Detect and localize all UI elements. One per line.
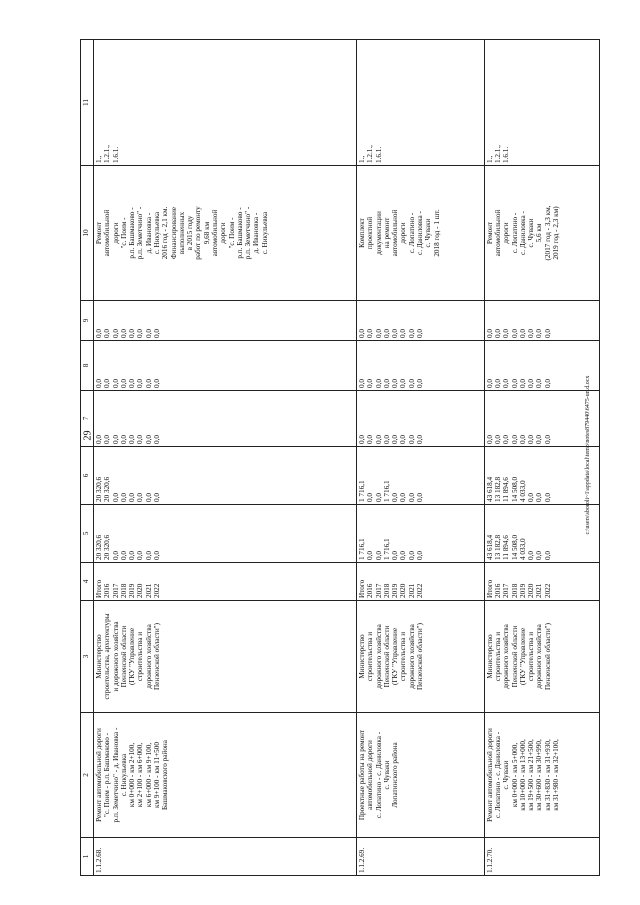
federal-budget-line: 0,0 — [391, 435, 400, 444]
regional-budget-line: 0,0 — [399, 493, 408, 502]
year-line: 2018 — [119, 583, 128, 598]
total-funding-cell — [357, 505, 485, 563]
total-funding-line: 14 508,0 — [510, 534, 519, 560]
executor-cell — [94, 601, 357, 713]
total-funding-cell — [484, 505, 599, 563]
measure-name-line: Проектные работы на ремонт — [358, 729, 367, 821]
expected-result-line: с. Лопатино - — [510, 212, 519, 254]
total-funding-line: 0,0 — [416, 551, 425, 560]
executor-line: Пензенской области") — [543, 623, 552, 691]
expected-result-line: д. Ивановка - — [144, 212, 153, 254]
regional-budget-line: 0,0 — [144, 493, 153, 502]
expected-result-line: работ по ремонту — [194, 206, 203, 260]
regional-budget-line: 0,0 — [128, 493, 137, 502]
measure-name-line: км 10+000 - км 13+000, — [518, 739, 527, 811]
indicator-line: 1.6.1. — [111, 146, 120, 163]
other-sources-line: 0,0 — [358, 329, 367, 338]
page-number: 29 — [82, 430, 94, 441]
total-funding-line: 0,0 — [119, 551, 128, 560]
other-sources-line: 0,0 — [119, 329, 128, 338]
year-line: 2017 — [502, 583, 511, 598]
header-cell: 5 — [81, 505, 94, 563]
regional-budget-line: 0,0 — [527, 493, 536, 502]
local-budget-line: 0,0 — [502, 379, 511, 388]
executor-cell — [484, 601, 599, 713]
year-line: 2016 — [103, 583, 112, 598]
federal-budget-line: 0,0 — [502, 435, 511, 444]
header-cell: 4 — [81, 563, 94, 601]
federal-budget-line: 0,0 — [103, 435, 112, 444]
expected-result-line: Ремонт — [95, 221, 103, 245]
year-line: 2022 — [152, 583, 161, 598]
other-sources-line: 0,0 — [399, 329, 408, 338]
regional-budget-line: 0,0 — [374, 493, 383, 502]
year-line: 2019 — [391, 583, 400, 598]
expected-result-cell — [94, 166, 357, 301]
year-line: 2017 — [374, 583, 383, 598]
table-row — [94, 40, 357, 876]
header-cell: 10 — [81, 166, 94, 301]
executor-line: дорожного хозяйства — [374, 624, 383, 689]
total-funding-line: 0,0 — [527, 551, 536, 560]
total-funding-line: 13 182,8 — [493, 534, 502, 560]
executor-cell — [357, 601, 485, 713]
year-line: 2019 — [128, 583, 137, 598]
year-line: 2017 — [111, 583, 120, 598]
executor-line: и дорожного хозяйства — [111, 621, 120, 692]
measure-name-line: с. Никульевка — [119, 753, 128, 797]
indicator-line: 1., — [358, 155, 367, 163]
measure-name-line: "с. Поим - р.п. Башмаково - — [103, 732, 112, 818]
regional-budget-cell — [484, 447, 599, 505]
measure-name-line: км 9+100 - км 11+500 — [152, 742, 161, 808]
measure-name-line: км 6+000 - км 9+100, — [144, 742, 153, 808]
header-cell: 7 — [81, 391, 94, 447]
rotated-page-area — [80, 40, 600, 876]
local-budget-line: 0,0 — [416, 379, 425, 388]
expected-result-line: автомобильной — [391, 209, 400, 257]
executor-line: Пензенской области — [510, 625, 519, 688]
expected-result-line: 2018 год - 1 шт. — [432, 209, 441, 257]
total-funding-line: 0,0 — [144, 551, 153, 560]
indicator-cell — [484, 40, 599, 166]
local-budget-line: 0,0 — [103, 379, 112, 388]
federal-budget-cell — [484, 391, 599, 447]
expected-result-line: д. Ивановка - — [252, 212, 261, 254]
total-funding-line: 0,0 — [136, 551, 145, 560]
executor-line: (ГКУ "Управление — [128, 627, 137, 686]
other-sources-line: 0,0 — [416, 329, 425, 338]
measure-name-line: км 19+500 - км 21+500, — [527, 739, 536, 811]
expected-result-line: дороги — [219, 222, 228, 244]
expected-result-line: с. Чуваки — [527, 218, 536, 248]
local-budget-cell — [357, 341, 485, 391]
indicator-line: 1.2.1., — [366, 145, 375, 163]
expected-result-line: 9,68 км — [202, 221, 211, 245]
federal-budget-line: 0,0 — [366, 435, 375, 444]
measure-name-line: Лопатинского района — [391, 742, 400, 808]
executor-line: строительства и — [399, 631, 408, 682]
indicator-line: 1.2.1., — [493, 145, 502, 163]
year-line: Итого — [95, 579, 103, 598]
regional-budget-line: 0,0 — [535, 493, 544, 502]
other-sources-line: 0,0 — [518, 329, 527, 338]
federal-budget-line: 0,0 — [527, 435, 536, 444]
header-cell: 11 — [81, 40, 94, 166]
total-funding-line: 1 716,1 — [358, 538, 367, 560]
executor-line: Министерство — [358, 634, 367, 679]
header-cell: 8 — [81, 341, 94, 391]
measure-name-line: км 0+000 - км 2+100, — [128, 742, 137, 808]
regional-budget-line: 0,0 — [136, 493, 145, 502]
regional-budget-line: 0,0 — [391, 493, 400, 502]
measure-name-line: Ремонт автомобильной дороги — [95, 728, 103, 822]
expected-result-line: (2017 год - 3,3 км, — [543, 205, 552, 261]
other-sources-line: 0,0 — [128, 329, 137, 338]
executor-line: дорожного хозяйства — [144, 624, 153, 689]
measure-name-line: км 0+000 - км 5+000, — [510, 742, 519, 808]
regional-budget-line: 0,0 — [543, 493, 552, 502]
expected-result-cell — [357, 166, 485, 301]
executor-line: дорожного хозяйства — [535, 624, 544, 689]
year-line: 2020 — [399, 583, 408, 598]
executor-line: (ГКУ "Управление — [518, 627, 527, 686]
executor-line: Пензенской области") — [152, 623, 161, 691]
year-line: 2020 — [136, 583, 145, 598]
indicator-cell — [94, 40, 357, 166]
federal-budget-line: 0,0 — [358, 435, 367, 444]
measure-name-line: км 31+830 - км 31+930, — [543, 739, 552, 811]
year-line: 2022 — [416, 583, 425, 598]
year-line: 2018 — [510, 583, 519, 598]
federal-budget-line: 0,0 — [543, 435, 552, 444]
regional-budget-cell — [357, 447, 485, 505]
year-line: 2020 — [527, 583, 536, 598]
regional-budget-line: 0,0 — [416, 493, 425, 502]
measure-name-line: Ремонт автомобильной дороги — [485, 728, 494, 822]
header-cell: 2 — [81, 713, 94, 838]
federal-budget-line: 0,0 — [374, 435, 383, 444]
other-sources-line: 0,0 — [543, 329, 552, 338]
local-budget-line: 0,0 — [128, 379, 137, 388]
federal-budget-cell — [357, 391, 485, 447]
measure-name-line: с. Чуваки — [502, 760, 511, 790]
other-sources-line: 0,0 — [485, 329, 494, 338]
local-budget-line: 0,0 — [391, 379, 400, 388]
other-sources-line: 0,0 — [374, 329, 383, 338]
regional-budget-line: 1 716,1 — [382, 480, 391, 502]
indicator-line: 1.6.1. — [502, 146, 511, 163]
executor-line: строительства и — [493, 631, 502, 682]
expected-result-line: выполненных — [177, 211, 186, 255]
year-line: 2016 — [366, 583, 375, 598]
row-id-cell: 1.1.2.68. — [94, 838, 357, 876]
measure-name-line: с. Лопатино - с. Даниловка - — [493, 731, 502, 819]
expected-result-line: с. Никульевка — [260, 211, 269, 255]
expected-result-line: р.п. Башмаково - — [128, 207, 137, 259]
indicator-line: 1.2.1., — [103, 145, 112, 163]
total-funding-line: 0,0 — [128, 551, 137, 560]
header-row — [81, 40, 94, 876]
measure-name-line: автомобильной дороги — [366, 740, 375, 810]
total-funding-line: 0,0 — [535, 551, 544, 560]
expected-result-line: Комплект — [358, 218, 367, 248]
local-budget-cell — [94, 341, 357, 391]
expected-result-line: автомобильной — [493, 209, 502, 257]
expected-result-line: дороги — [399, 222, 408, 244]
executor-line: строительства, архитектуры — [103, 613, 112, 700]
expected-result-line: 2019 год - 2,3 км) — [551, 206, 560, 260]
federal-budget-line: 0,0 — [95, 435, 103, 444]
expected-result-line: с. Даниловка - — [518, 211, 527, 255]
executor-line: Пензенской области — [119, 625, 128, 688]
regional-budget-line: 0,0 — [366, 493, 375, 502]
other-sources-line: 0,0 — [535, 329, 544, 338]
expected-result-line: р.п. Земетчино" - — [244, 206, 253, 260]
executor-line: Министерство — [95, 634, 103, 679]
total-funding-line: 1 716,1 — [382, 538, 391, 560]
budget-table-container — [80, 40, 600, 876]
local-budget-line: 0,0 — [485, 379, 494, 388]
total-funding-line: 43 618,4 — [485, 534, 494, 560]
row-id-cell: 1.1.2.69. — [357, 838, 485, 876]
expected-result-line: дороги — [111, 222, 120, 244]
header-cell: 9 — [81, 301, 94, 341]
total-funding-line: 0,0 — [366, 551, 375, 560]
year-line: 2021 — [535, 583, 544, 598]
regional-budget-line: 0,0 — [407, 493, 416, 502]
header-cell: 6 — [81, 447, 94, 505]
expected-result-line: 2016 год - 2,1 км. — [161, 206, 170, 260]
federal-budget-line: 0,0 — [493, 435, 502, 444]
indicator-line: 1., — [485, 155, 494, 163]
federal-budget-line: 0,0 — [510, 435, 519, 444]
other-sources-line: 0,0 — [152, 329, 161, 338]
expected-result-line: "с. Поим - — [227, 217, 236, 249]
other-sources-line: 0,0 — [502, 329, 511, 338]
total-funding-line: 0,0 — [374, 551, 383, 560]
regional-budget-line: 20 320,6 — [103, 476, 112, 502]
other-sources-line: 0,0 — [493, 329, 502, 338]
measure-name-line: р.п. Земетчино" - д. Ивановка - — [111, 727, 120, 823]
year-line: 2016 — [493, 583, 502, 598]
expected-result-line: с. Никульевка — [152, 211, 161, 255]
total-funding-line: 0,0 — [543, 551, 552, 560]
expected-result-line: Ремонт — [485, 221, 494, 245]
local-budget-line: 0,0 — [366, 379, 375, 388]
other-sources-line: 0,0 — [407, 329, 416, 338]
measure-name-line: с. Чуваки — [382, 760, 391, 790]
expected-result-line: р.п. Башмаково - — [235, 207, 244, 259]
other-sources-line: 0,0 — [136, 329, 145, 338]
other-sources-line: 0,0 — [103, 329, 112, 338]
local-budget-line: 0,0 — [111, 379, 120, 388]
expected-result-line: с. Даниловка - — [416, 211, 425, 255]
measure-name-line: км 2+100 - км 6+000, — [136, 742, 145, 808]
expected-result-line: "с. Поим - — [119, 217, 128, 249]
federal-budget-line: 0,0 — [128, 435, 137, 444]
expected-result-line: автомобильной — [103, 209, 112, 257]
measure-name-cell — [357, 713, 485, 838]
indicator-cell — [357, 40, 485, 166]
federal-budget-line: 0,0 — [535, 435, 544, 444]
federal-budget-line: 0,0 — [152, 435, 161, 444]
regional-budget-cell — [94, 447, 357, 505]
total-funding-line: 4 033,0 — [518, 538, 527, 560]
other-sources-line: 0,0 — [366, 329, 375, 338]
local-budget-line: 0,0 — [152, 379, 161, 388]
expected-result-cell — [484, 166, 599, 301]
budget-table — [80, 39, 600, 876]
regional-budget-line: 43 618,4 — [485, 476, 494, 502]
total-funding-line: 0,0 — [152, 551, 161, 560]
other-sources-line: 0,0 — [527, 329, 536, 338]
year-line: Итого — [485, 579, 494, 598]
year-line: 2021 — [407, 583, 416, 598]
other-sources-line: 0,0 — [510, 329, 519, 338]
federal-budget-line: 0,0 — [416, 435, 425, 444]
federal-budget-line: 0,0 — [119, 435, 128, 444]
file-path-footer: c:\users\sboroli~1\appdata\local\temp\notes879440\6475-un.d.ocx — [585, 375, 591, 535]
regional-budget-line: 0,0 — [152, 493, 161, 502]
federal-budget-line: 0,0 — [407, 435, 416, 444]
total-funding-cell — [94, 505, 357, 563]
year-cell — [484, 563, 599, 601]
executor-line: дорожного хозяйства — [407, 624, 416, 689]
federal-budget-line: 0,0 — [136, 435, 145, 444]
regional-budget-line: 11 894,6 — [502, 477, 511, 502]
regional-budget-line: 1 716,1 — [358, 480, 367, 502]
measure-name-line: км 30+600 - км 30+990, — [535, 739, 544, 811]
year-cell — [357, 563, 485, 601]
indicator-line: 1.6.1. — [374, 146, 383, 163]
local-budget-line: 0,0 — [144, 379, 153, 388]
other-sources-line: 0,0 — [382, 329, 391, 338]
federal-budget-line: 0,0 — [518, 435, 527, 444]
local-budget-line: 0,0 — [399, 379, 408, 388]
federal-budget-line: 0,0 — [382, 435, 391, 444]
executor-line: дорожного хозяйства — [502, 624, 511, 689]
local-budget-line: 0,0 — [407, 379, 416, 388]
total-funding-line: 11 894,6 — [502, 535, 511, 560]
total-funding-line: 20 320,6 — [103, 534, 112, 560]
total-funding-line: 0,0 — [399, 551, 408, 560]
local-budget-line: 0,0 — [95, 379, 103, 388]
total-funding-line: 0,0 — [391, 551, 400, 560]
local-budget-line: 0,0 — [382, 379, 391, 388]
year-line: 2022 — [543, 583, 552, 598]
measure-name-cell — [484, 713, 599, 838]
total-funding-line: 0,0 — [407, 551, 416, 560]
federal-budget-line: 0,0 — [485, 435, 494, 444]
other-sources-line: 0,0 — [111, 329, 120, 338]
year-line: 2021 — [144, 583, 153, 598]
expected-result-line: документации — [374, 211, 383, 255]
measure-name-cell — [94, 713, 357, 838]
other-sources-line: 0,0 — [391, 329, 400, 338]
federal-budget-cell — [94, 391, 357, 447]
local-budget-line: 0,0 — [510, 379, 519, 388]
local-budget-line: 0,0 — [535, 379, 544, 388]
local-budget-line: 0,0 — [374, 379, 383, 388]
regional-budget-line: 0,0 — [119, 493, 128, 502]
executor-line: Пензенской области") — [416, 623, 425, 691]
indicator-line: 1., — [95, 155, 103, 163]
local-budget-line: 0,0 — [543, 379, 552, 388]
local-budget-line: 0,0 — [518, 379, 527, 388]
total-funding-line: 20 320,6 — [95, 534, 103, 560]
local-budget-cell — [484, 341, 599, 391]
table-row — [357, 40, 485, 876]
regional-budget-line: 14 508,0 — [510, 476, 519, 502]
regional-budget-line: 0,0 — [111, 493, 120, 502]
expected-result-line: 5,6 км — [535, 223, 544, 243]
expected-result-line: проектной — [366, 216, 375, 250]
local-budget-line: 0,0 — [493, 379, 502, 388]
year-cell — [94, 563, 357, 601]
other-sources-cell — [357, 301, 485, 341]
regional-budget-line: 20 320,6 — [95, 476, 103, 502]
other-sources-cell — [484, 301, 599, 341]
expected-result-line: автомобильной — [210, 209, 219, 257]
header-cell: 1 — [81, 838, 94, 876]
other-sources-line: 0,0 — [95, 329, 103, 338]
executor-line: строительства и — [366, 631, 375, 682]
year-line: 2019 — [518, 583, 527, 598]
expected-result-line: с. Лопатино - — [407, 212, 416, 254]
expected-result-line: на ремонт — [382, 217, 391, 249]
total-funding-line: 0,0 — [111, 551, 120, 560]
other-sources-line: 0,0 — [144, 329, 153, 338]
year-line: Итого — [358, 579, 367, 598]
header-cell: 3 — [81, 601, 94, 713]
local-budget-line: 0,0 — [119, 379, 128, 388]
expected-result-line: с. Чуваки — [424, 218, 433, 248]
table-row — [484, 40, 599, 876]
measure-name-line: Башмаковского района — [161, 740, 170, 810]
measure-name-line: км 31+980 - км 32+100, — [551, 739, 560, 811]
expected-result-line: р.п. Земетчино" - — [136, 206, 145, 260]
measure-name-line: с. Лопатино - с. Даниловка - — [374, 731, 383, 819]
local-budget-line: 0,0 — [358, 379, 367, 388]
executor-line: строительства и — [136, 631, 145, 682]
executor-line: Пензенской области — [382, 625, 391, 688]
federal-budget-line: 0,0 — [144, 435, 153, 444]
expected-result-line: в 2015 году — [186, 215, 195, 251]
other-sources-cell — [94, 301, 357, 341]
local-budget-line: 0,0 — [527, 379, 536, 388]
year-line: 2018 — [382, 583, 391, 598]
executor-line: Министерство — [485, 634, 494, 679]
federal-budget-line: 0,0 — [399, 435, 408, 444]
regional-budget-line: 13 182,8 — [493, 476, 502, 502]
expected-result-line: Финансирование — [169, 207, 178, 260]
row-id-cell: 1.1.2.70. — [484, 838, 599, 876]
federal-budget-line: 0,0 — [111, 435, 120, 444]
executor-line: строительства и — [527, 631, 536, 682]
local-budget-line: 0,0 — [136, 379, 145, 388]
executor-line: (ГКУ "Управление — [391, 627, 400, 686]
expected-result-line: дороги — [502, 222, 511, 244]
regional-budget-line: 4 033,0 — [518, 480, 527, 502]
